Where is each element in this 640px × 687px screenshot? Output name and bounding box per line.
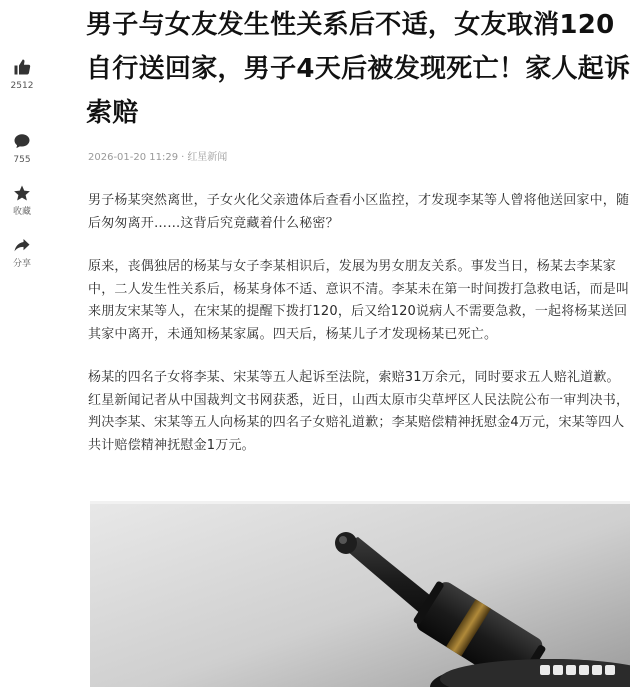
article-paragraph: 原来，丧偶独居的杨某与女子李某相识后，发展为男女朋友关系。事发当日，杨某去李某家中，二人发生性关系后，杨某身体不适、意识不清。李某未在第一时间拨打急救电话，而是叫来朋友宋某等人，在宋某的提醒下拨打120，后又给120说病人不需要急救，一起将杨某送回其家中离开，未通知杨某家属。四天后，杨某儿子才发现杨某已死亡。 xyxy=(88,259,630,342)
favorite-button[interactable] xyxy=(0,184,44,217)
share-button[interactable] xyxy=(0,236,44,269)
article-paragraph: 杨某的四名子女将李某、宋某等五人起诉至法院，索赔31万余元，同时要求五人赔礼道歉。红星新闻记者从中国裁判文书网获悉，近日，山西太原市尖草坪区人民法院公布一审判决书，判决李某、宋某等五人向杨某的四名子女赔礼道歉；李某赔偿精神抚慰金4万元，宋某等四人共计赔偿精神抚慰金1万元。 xyxy=(88,370,630,453)
article-paragraph: 男子杨某突然离世，子女火化父亲遗体后查看小区监控，才发现李某等人曾将他送回家中，随后匆匆离开……这背后究竟藏着什么秘密？ xyxy=(88,193,630,231)
favorite-label: 收藏 xyxy=(12,207,31,217)
share-arrow-icon xyxy=(13,236,31,254)
gavel-illustration xyxy=(90,501,630,687)
gavel-image xyxy=(90,501,630,687)
article-timestamp: 2026-01-20 11:29 xyxy=(88,152,179,163)
article-meta xyxy=(88,148,227,163)
watermark-logo xyxy=(540,663,616,677)
comment-bubble-icon xyxy=(13,132,31,150)
share-label: 分享 xyxy=(12,259,31,269)
star-icon xyxy=(13,184,31,202)
comment-count: 755 xyxy=(13,155,31,165)
article-source[interactable]: 红星新闻 xyxy=(187,152,228,163)
meta-separator: · xyxy=(181,152,185,163)
like-button[interactable] xyxy=(0,58,44,91)
comment-button[interactable] xyxy=(0,132,44,165)
article-title: 男子与女友发生性关系后不适，女友取消120自行送回家，男子4天后被发现死亡！家人起诉索赔 xyxy=(86,10,631,128)
thumbs-up-icon xyxy=(13,58,31,76)
like-count: 2512 xyxy=(10,81,34,91)
